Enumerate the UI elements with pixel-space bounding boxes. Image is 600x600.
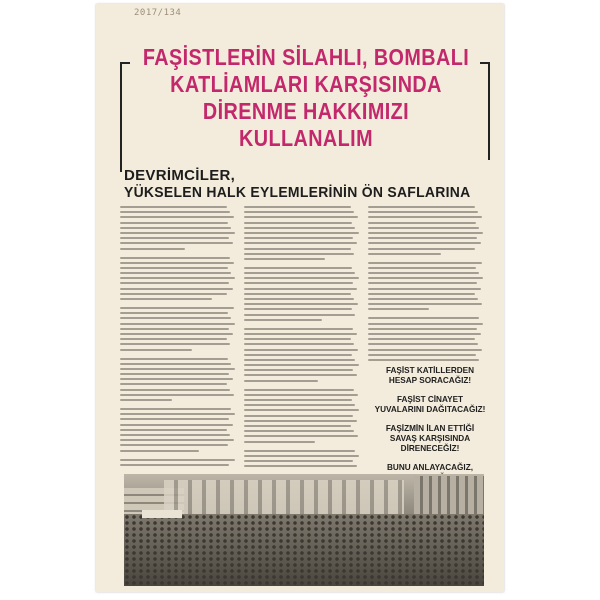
main-headline bbox=[116, 44, 496, 152]
text-line bbox=[120, 439, 234, 441]
text-line bbox=[244, 415, 353, 417]
text-line bbox=[120, 338, 227, 340]
text-line bbox=[120, 216, 234, 218]
text-line bbox=[368, 308, 429, 310]
photo-building-center bbox=[164, 480, 404, 518]
text-line bbox=[368, 211, 478, 213]
text-line bbox=[244, 425, 351, 427]
text-line bbox=[368, 262, 482, 264]
text-line bbox=[368, 338, 475, 340]
headline-line-4: KULLANALIM bbox=[239, 125, 373, 151]
headline-line-2: KATLİAMLARI KARŞISINDA bbox=[170, 71, 442, 97]
text-line bbox=[120, 257, 230, 259]
text-line bbox=[244, 359, 355, 361]
photo-building-right bbox=[414, 476, 484, 516]
slogan-3: FAŞİZMİN İLAN ETTİĞİ SAVAŞ KARŞISINDA DİRENECEĞİZ! bbox=[385, 424, 475, 453]
text-line bbox=[244, 216, 358, 218]
text-line bbox=[368, 272, 479, 274]
text-line bbox=[244, 242, 357, 244]
text-line bbox=[120, 317, 231, 319]
text-line bbox=[120, 328, 229, 330]
text-line bbox=[120, 408, 231, 410]
text-line bbox=[244, 222, 352, 224]
text-line bbox=[120, 464, 229, 466]
text-line bbox=[244, 258, 325, 260]
text-line bbox=[120, 307, 234, 309]
text-line bbox=[244, 319, 322, 321]
slogan-1: FAŞİST KATİLLERDEN HESAP SORACAĞIZ! bbox=[385, 366, 475, 385]
text-line bbox=[368, 328, 477, 330]
text-line bbox=[244, 288, 357, 290]
text-line bbox=[120, 389, 230, 391]
text-line bbox=[120, 394, 234, 396]
text-line bbox=[244, 314, 355, 316]
text-line bbox=[244, 450, 355, 452]
crowd-photo bbox=[124, 474, 484, 586]
text-line bbox=[120, 242, 233, 244]
text-line bbox=[368, 323, 483, 325]
text-line bbox=[120, 298, 212, 300]
text-line bbox=[120, 363, 231, 365]
newspaper-page bbox=[96, 4, 504, 592]
text-line bbox=[244, 394, 358, 396]
slogan-4: BUNU ANLAYACAĞIZ, bbox=[387, 463, 473, 472]
text-line bbox=[244, 227, 355, 229]
text-line bbox=[244, 380, 318, 382]
text-line bbox=[120, 413, 235, 415]
text-line bbox=[120, 429, 227, 431]
text-line bbox=[368, 232, 483, 234]
text-line bbox=[244, 277, 359, 279]
text-line bbox=[244, 333, 357, 335]
text-line bbox=[368, 248, 475, 250]
text-line bbox=[244, 232, 359, 234]
text-line bbox=[368, 298, 478, 300]
text-line bbox=[120, 383, 227, 385]
text-line bbox=[120, 293, 227, 295]
text-line bbox=[368, 354, 476, 356]
text-line bbox=[368, 288, 481, 290]
text-line bbox=[244, 435, 358, 437]
text-line bbox=[120, 277, 235, 279]
text-line bbox=[368, 253, 441, 255]
text-line bbox=[120, 368, 235, 370]
text-line bbox=[120, 262, 234, 264]
text-line bbox=[244, 267, 352, 269]
text-line bbox=[368, 293, 475, 295]
text-line bbox=[120, 333, 233, 335]
text-line bbox=[120, 288, 233, 290]
text-line bbox=[368, 227, 479, 229]
text-line bbox=[368, 216, 482, 218]
text-line bbox=[120, 267, 228, 269]
text-line bbox=[244, 389, 354, 391]
text-line bbox=[120, 418, 229, 420]
text-line bbox=[244, 282, 353, 284]
article-column-1 bbox=[120, 206, 236, 468]
text-line bbox=[368, 282, 477, 284]
text-line bbox=[244, 420, 357, 422]
photo-crowd bbox=[124, 514, 484, 586]
text-line bbox=[368, 222, 476, 224]
text-line bbox=[120, 399, 172, 401]
text-line bbox=[120, 459, 235, 461]
text-line bbox=[244, 298, 354, 300]
article-column-3 bbox=[368, 206, 484, 364]
text-line bbox=[244, 364, 359, 366]
text-line bbox=[244, 237, 353, 239]
text-line bbox=[244, 399, 352, 401]
archive-number: 2017/134 bbox=[134, 8, 182, 18]
text-line bbox=[244, 206, 351, 208]
text-line bbox=[120, 358, 228, 360]
text-line bbox=[368, 206, 475, 208]
text-line bbox=[244, 253, 354, 255]
text-line bbox=[120, 237, 229, 239]
text-line bbox=[120, 282, 229, 284]
text-line bbox=[368, 349, 482, 351]
text-line bbox=[120, 222, 228, 224]
photo-banner bbox=[142, 510, 182, 518]
text-line bbox=[120, 323, 235, 325]
text-line bbox=[244, 272, 355, 274]
text-line bbox=[368, 333, 481, 335]
text-line bbox=[244, 455, 359, 457]
text-line bbox=[244, 293, 351, 295]
subheadline-line-1: DEVRİMCİLER, bbox=[124, 167, 236, 184]
text-line bbox=[368, 242, 481, 244]
subheadline-line-2: YÜKSELEN HALK EYLEMLERİNİN ÖN SAFLARINA bbox=[124, 184, 471, 201]
text-line bbox=[244, 303, 358, 305]
headline-line-3: DİRENME HAKKIMIZI bbox=[202, 98, 410, 124]
text-line bbox=[120, 312, 228, 314]
text-line bbox=[120, 248, 185, 250]
text-line bbox=[244, 328, 353, 330]
text-line bbox=[244, 211, 354, 213]
text-line bbox=[120, 227, 231, 229]
text-line bbox=[368, 267, 476, 269]
text-line bbox=[244, 409, 359, 411]
text-line bbox=[120, 444, 228, 446]
text-line bbox=[120, 232, 235, 234]
text-line bbox=[120, 424, 233, 426]
text-line bbox=[368, 303, 482, 305]
text-line bbox=[244, 374, 357, 376]
text-line bbox=[244, 465, 357, 467]
text-line bbox=[120, 211, 230, 213]
text-line bbox=[244, 354, 352, 356]
text-line bbox=[368, 359, 479, 361]
text-line bbox=[120, 434, 230, 436]
text-line bbox=[244, 369, 353, 371]
text-line bbox=[120, 373, 229, 375]
text-line bbox=[244, 349, 358, 351]
slogan-2: FAŞİST CİNAYET YUVALARINI DAĞITACAĞIZ! bbox=[374, 395, 486, 414]
text-line bbox=[368, 343, 478, 345]
text-line bbox=[120, 450, 199, 452]
text-line bbox=[244, 460, 353, 462]
text-line bbox=[244, 338, 351, 340]
text-line bbox=[120, 206, 227, 208]
text-line bbox=[244, 430, 354, 432]
text-line bbox=[368, 277, 483, 279]
article-column-2 bbox=[244, 206, 360, 468]
text-line bbox=[244, 441, 315, 443]
text-line bbox=[244, 404, 355, 406]
text-line bbox=[244, 343, 354, 345]
text-line bbox=[120, 343, 230, 345]
text-line bbox=[120, 378, 233, 380]
text-line bbox=[120, 349, 192, 351]
text-line bbox=[368, 317, 479, 319]
text-line bbox=[244, 248, 351, 250]
text-line bbox=[368, 237, 477, 239]
text-line bbox=[244, 308, 352, 310]
text-line bbox=[120, 272, 231, 274]
headline-line-1: FAŞİSTLERİN SİLAHLI, BOMBALI bbox=[142, 44, 470, 70]
